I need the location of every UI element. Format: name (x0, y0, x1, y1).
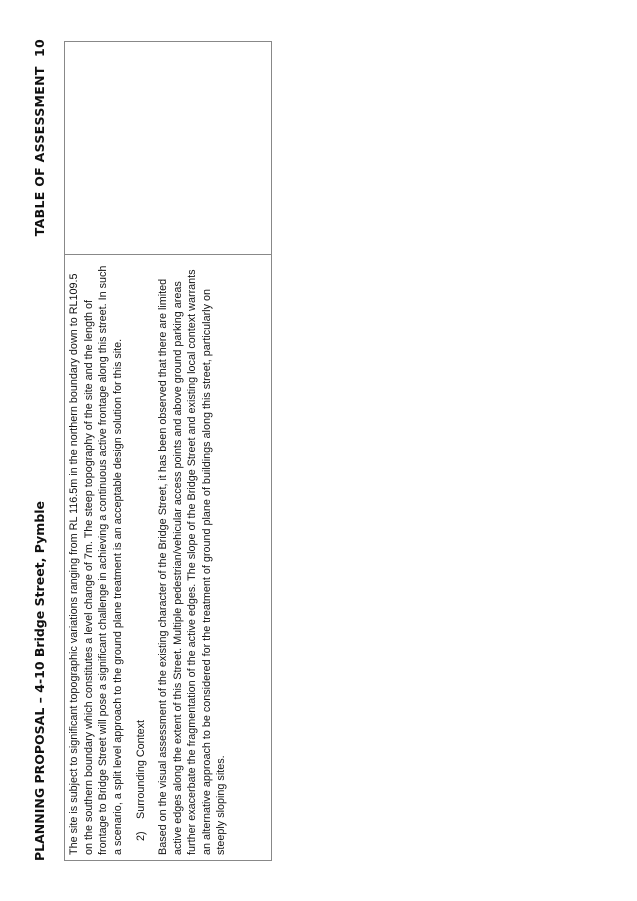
subheading-surrounding-context (134, 260, 149, 841)
assessment-table (64, 41, 272, 861)
page-header (32, 39, 48, 861)
section-name: TABLE OF ASSESSMENT (32, 66, 47, 237)
paragraph-topography: The site is subject to significant topographic variations ranging from RL 116.5m in the northern boundary down to RL109.5 on the southern boundary which constitutes a level change of 7m. The steep topography of the site and the length of frontage to Bridge Street will pose a significant challenge in achieving a continuous active frontage along this street. In such a scenario, a split level approach to the ground plane treatment is an acceptable design solution for this site. (68, 265, 124, 855)
page-number: 10 (32, 39, 47, 57)
assessment-cell (65, 254, 271, 860)
subheading-number: 2) (135, 831, 148, 841)
document-title: PLANNING PROPOSAL – 4-10 Bridge Street, Pymble (32, 500, 47, 861)
paragraph-surrounding-context: Based on the visual assessment of the existing character of the Bridge Street, it has been observed that there are limited active edges along the extent of this Street. Multiple pedestrian/vehicular access points and above ground parking areas further exacerbate the fragmentation of the active edges. The slope of the Bridge Street and existing local context warrants an alternative approach to be considered for the treatment of ground plane of buildings along this street, particularly on steeply sloping sites. (156, 269, 228, 855)
subheading-text: Surrounding Context (135, 719, 148, 819)
comments-cell (65, 42, 271, 254)
section-title (32, 39, 47, 236)
